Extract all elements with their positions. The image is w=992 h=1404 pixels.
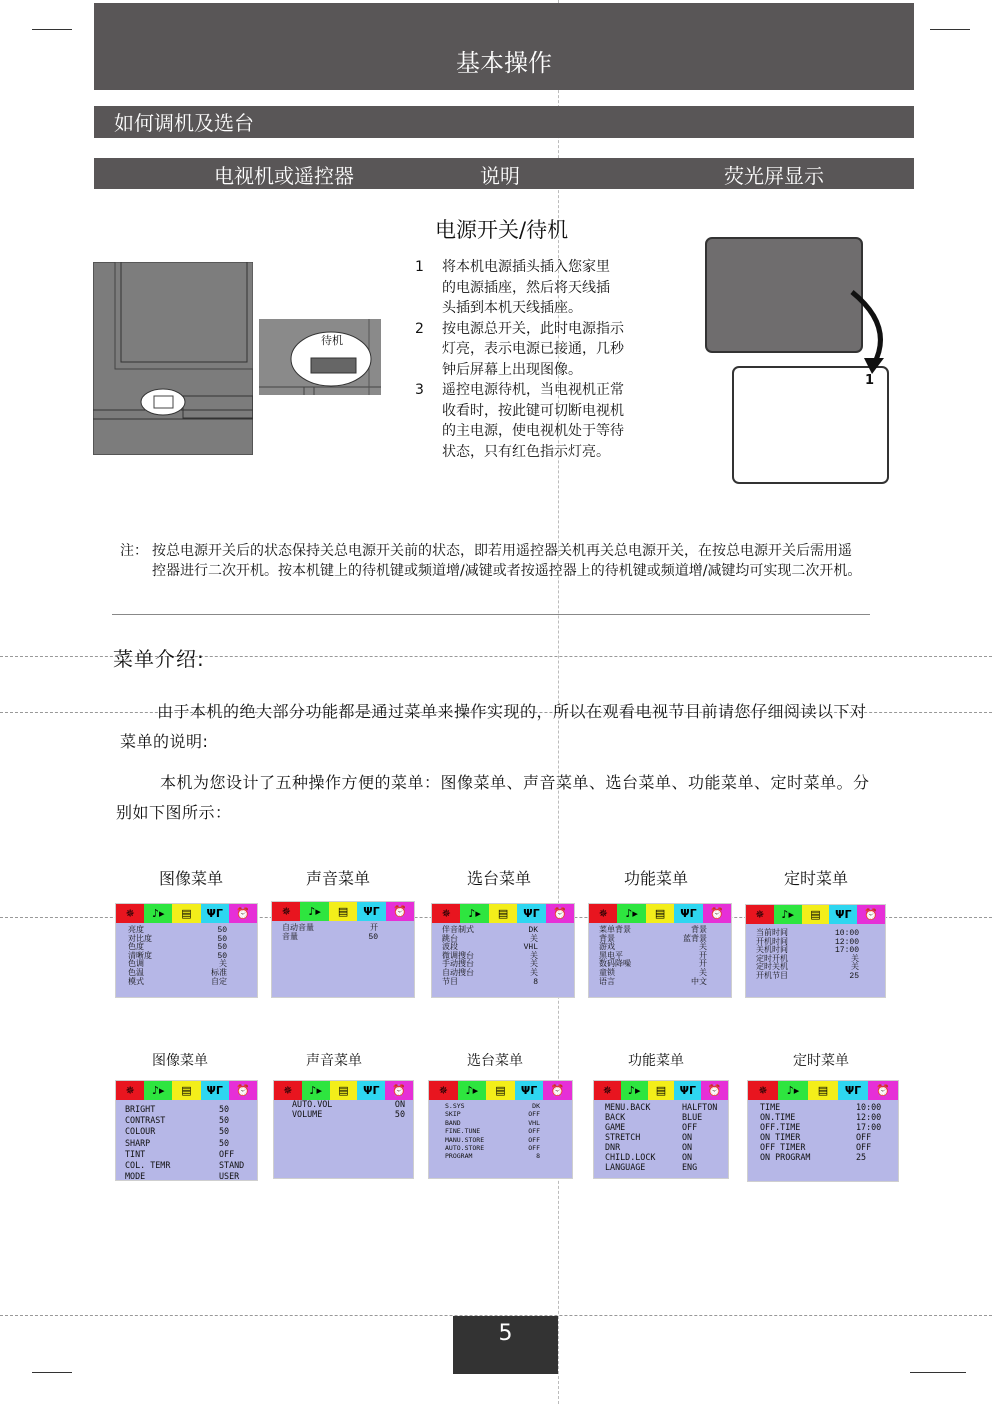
menu-row: [125, 1126, 249, 1137]
menu-row-cell: AUTO.STORE: [445, 1144, 485, 1153]
timer-icon: ⏰: [546, 904, 574, 923]
menu-row-cell: ON TIMER: [760, 1132, 801, 1142]
menu-row-cell: 10:00: [834, 929, 859, 938]
menu-row-cell: BLUE: [682, 1112, 703, 1122]
menu-row-cell: SHARP: [125, 1137, 151, 1148]
menu-row-cell: MANU.STORE: [445, 1135, 485, 1144]
menu-row-cell: DK: [528, 926, 538, 935]
sound-icon: ♪▸: [300, 902, 328, 921]
menu-row-cell: VOLUME: [292, 1108, 323, 1119]
menu-row-cell: 关: [530, 960, 538, 970]
sound-icon: ♪▸: [302, 1081, 330, 1100]
menu-title-timer-en: 定时菜单: [793, 1053, 849, 1069]
menu-row-cell: OFF.TIME: [760, 1122, 801, 1132]
page-number: 5: [453, 1316, 558, 1374]
sound-icon: ♪▸: [774, 905, 802, 924]
menu-row-cell: PROGRAM: [445, 1152, 473, 1161]
column-header-device: 电视机或遥控器: [214, 164, 354, 188]
menu-row-cell: VHL: [528, 1118, 540, 1127]
menu-row-cell: FINE.TUNE: [445, 1127, 481, 1136]
tuning-icon: ▤: [646, 904, 674, 923]
power-standby-heading: 电源开关/待机: [435, 218, 569, 242]
menu-row-cell: 50: [368, 932, 378, 942]
menu-row-cell: 12:00: [834, 937, 859, 947]
timer-icon: ⏰: [701, 1081, 728, 1100]
menu-row: [445, 1110, 540, 1118]
step-1: 1 将本机电源插头插入您家里的电源插座，然后将天线插头插到本机天线插座。: [415, 259, 610, 316]
menu-intro-para1: 由于本机的绝大部分功能都是通过菜单来操作实现的，所以在观看电视节目前请您仔细阅读以下对菜单的说明:: [120, 702, 867, 751]
menu-row: [605, 1152, 722, 1162]
tuning-icon: ▤: [329, 902, 357, 921]
menu-row-cell: 黑电平: [599, 951, 623, 961]
column-header-bar: [94, 158, 914, 189]
menu-row-cell: 50: [217, 943, 227, 953]
sound-icon: ♪▸: [458, 1081, 487, 1100]
menu-row-cell: DNR: [605, 1142, 621, 1152]
menu-row: [760, 1152, 886, 1162]
picture-icon: ✵: [432, 904, 460, 923]
menu-row-cell: 菜单背景: [599, 926, 631, 935]
note-label: 注：: [120, 543, 148, 559]
menu-row: [760, 1102, 886, 1112]
menu-row-cell: 清晰度: [128, 951, 152, 961]
function-icon: ΨΓ: [357, 902, 385, 921]
tuning-icon: ▤: [172, 904, 200, 923]
menu-row-cell: 中文: [691, 977, 707, 987]
tv-front-illustration: [93, 262, 253, 455]
picture-icon: ✵: [274, 1081, 302, 1100]
menu-row-cell: COL. TEMR: [125, 1160, 171, 1171]
menu-row: [760, 1112, 886, 1122]
picture-icon: ✵: [429, 1081, 458, 1100]
menu-row-cell: 定时开机: [756, 954, 788, 964]
menu-row-cell: 50: [219, 1126, 230, 1137]
menu-row-cell: 标准: [211, 968, 227, 978]
menu-row-cell: 自定: [211, 977, 227, 987]
menu-row: [125, 1171, 249, 1182]
sound-icon: ♪▸: [778, 1081, 808, 1100]
timer-icon: ⏰: [868, 1081, 898, 1100]
page-header: [94, 3, 914, 90]
note: [120, 542, 880, 581]
menu-row-cell: OFF: [528, 1135, 540, 1144]
tuning-icon: ▤: [486, 1081, 515, 1100]
sound-icon: ♪▸: [621, 1081, 648, 1100]
menu-row-cell: 开: [699, 951, 707, 961]
menu-row-cell: GAME: [605, 1122, 626, 1132]
menu-row-cell: 50: [217, 926, 227, 935]
menu-row-cell: 50: [217, 934, 227, 944]
sound-icon: ♪▸: [460, 904, 488, 923]
menu-row-cell: 游戏: [599, 943, 615, 953]
menu-row-cell: 50: [217, 951, 227, 961]
menu-row: [599, 979, 707, 988]
function-icon: ΨΓ: [515, 1081, 544, 1100]
menu-row-cell: TIME: [760, 1102, 781, 1112]
menu-row-cell: 音量: [282, 932, 298, 942]
menu-row-cell: OFF: [528, 1127, 540, 1136]
picture-icon: ✵: [116, 904, 144, 923]
power-steps: [415, 257, 645, 462]
menu-row-cell: CHILD.LOCK: [605, 1152, 656, 1162]
menu-icon-row: [116, 904, 257, 923]
menu-row: [605, 1102, 722, 1112]
menu-title-timer-cn: 定时菜单: [783, 869, 848, 888]
standby-button-closeup: [259, 319, 381, 395]
menu-row-cell: 开机时间: [756, 937, 788, 947]
menu-function-en: [593, 1080, 729, 1179]
menu-row: [605, 1162, 722, 1172]
menu-row-cell: USER: [219, 1171, 240, 1182]
menu-row-cell: ON: [682, 1132, 693, 1142]
tuning-icon: ▤: [648, 1081, 675, 1100]
menu-row-cell: ON: [682, 1142, 693, 1152]
menu-row-cell: 25: [856, 1152, 867, 1162]
menu-row: [760, 1122, 886, 1132]
menu-row-cell: TINT: [125, 1148, 146, 1159]
menu-row-cell: OFF: [528, 1110, 540, 1119]
menu-row: [760, 1132, 886, 1142]
menu-row-cell: 8: [536, 1152, 540, 1161]
menu-row-cell: 语言: [599, 977, 615, 987]
picture-icon: ✵: [746, 905, 774, 924]
menu-row: [445, 1136, 540, 1144]
menu-row: [125, 1138, 249, 1149]
menu-row-cell: 50: [394, 1108, 405, 1119]
menu-row: [605, 1112, 722, 1122]
menu-row: [125, 1115, 249, 1126]
note-text: 按总电源开关后的状态保持关总电源开关前的状态，即若用遥控器关机再关总电源开关，在按总电源开关后需用遥控器进行二次开机。按本机键上的待机键或频道增/减键或者按遥控器上的待机键或频道增/减键均可实现二次开机。: [152, 543, 862, 579]
timer-icon: ⏰: [703, 904, 731, 923]
menu-row-cell: OFF: [219, 1148, 235, 1159]
menu-row-cell: 50: [219, 1115, 230, 1126]
sound-icon: ♪▸: [144, 1081, 172, 1100]
menu-row-cell: CONTRAST: [125, 1115, 166, 1126]
menu-intro-para2: 本机为您设计了五种操作方便的菜单：图像菜单、声音菜单、选台菜单、功能菜单、定时菜单。分别如下图所示：: [116, 773, 870, 822]
menu-row: [756, 973, 859, 982]
menu-sound-cn: [271, 901, 415, 998]
menu-row-cell: ON: [394, 1099, 405, 1109]
menu-row-cell: BAND: [445, 1118, 461, 1127]
menu-row-cell: 10:00: [856, 1102, 882, 1112]
menu-row-cell: 关: [219, 960, 227, 970]
menu-row-cell: 开机节目: [756, 971, 788, 981]
menu-row-cell: 关: [530, 968, 538, 978]
tuning-icon: ▤: [802, 905, 830, 924]
menu-row-cell: 背景: [599, 934, 615, 944]
function-icon: ΨΓ: [357, 1081, 385, 1100]
menu-row-cell: 25: [849, 971, 859, 981]
menu-title-picture-en: 图像菜单: [152, 1053, 208, 1069]
picture-icon: ✵: [272, 902, 300, 921]
menu-row-cell: 当前时间: [756, 929, 788, 938]
function-icon: ΨΓ: [838, 1081, 868, 1100]
menu-row-cell: 模式: [128, 977, 144, 987]
menu-row-cell: 17:00: [856, 1122, 882, 1132]
menu-row-cell: ON.TIME: [760, 1112, 796, 1122]
column-header-screen: 荧光屏显示: [724, 164, 824, 188]
menu-row-cell: 节目: [442, 977, 458, 987]
menu-row: [599, 961, 707, 970]
function-icon: ΨΓ: [201, 1081, 229, 1100]
menu-row-cell: OFF: [856, 1132, 872, 1142]
function-icon: ΨΓ: [674, 904, 702, 923]
menu-row-cell: STRETCH: [605, 1132, 641, 1142]
menu-row: [445, 1152, 540, 1160]
menu-row-cell: 关机时间: [756, 946, 788, 956]
menu-row-cell: 色度: [128, 943, 144, 953]
menu-row-cell: 对比度: [128, 934, 152, 944]
menu-row-cell: 伴音制式: [442, 926, 474, 935]
menu-row-cell: 17:00: [834, 946, 859, 956]
timer-icon: ⏰: [229, 1081, 257, 1100]
picture-icon: ✵: [594, 1081, 621, 1100]
menu-row: [442, 979, 538, 988]
menu-row: [125, 1104, 249, 1115]
function-icon: ΨΓ: [201, 904, 229, 923]
function-icon: ΨΓ: [674, 1081, 701, 1100]
screen-display-illustration: [704, 236, 890, 486]
sound-icon: ♪▸: [617, 904, 645, 923]
menu-row-cell: 蓝背景: [683, 934, 707, 944]
menu-row-cell: COLOUR: [125, 1126, 156, 1137]
sound-icon: ♪▸: [144, 904, 172, 923]
menu-row-cell: 自动搜台: [442, 968, 474, 978]
menu-row-cell: MODE: [125, 1171, 146, 1182]
menu-function-cn: [588, 903, 732, 998]
screen-channel-number: 1: [865, 373, 875, 388]
page-title: 基本操作: [456, 49, 552, 77]
menu-picture-cn: [115, 903, 258, 998]
timer-icon: ⏰: [385, 1081, 413, 1100]
tuning-icon: ▤: [489, 904, 517, 923]
timer-icon: ⏰: [386, 902, 414, 921]
menu-row-cell: 自动音量: [282, 924, 314, 933]
menu-row-cell: 数码降噪: [599, 960, 631, 970]
standby-label: 待机: [321, 334, 343, 347]
menu-title-picture-cn: 图像菜单: [158, 869, 223, 888]
menu-row: [445, 1102, 540, 1110]
menu-row: [125, 1160, 249, 1171]
menu-row: [599, 936, 707, 945]
column-header-description: 说明: [480, 164, 520, 188]
menu-row-cell: MENU.BACK: [605, 1102, 651, 1112]
menu-row-cell: HALFTON: [682, 1102, 718, 1112]
tuning-icon: ▤: [330, 1081, 358, 1100]
menu-picture-en: [115, 1080, 258, 1181]
function-icon: ΨΓ: [517, 904, 545, 923]
menu-row-cell: 关: [851, 963, 859, 973]
menu-row-cell: 关: [530, 951, 538, 961]
menu-row: [445, 1119, 540, 1127]
menu-row-cell: ON: [682, 1152, 693, 1162]
menu-row-cell: 50: [219, 1137, 230, 1148]
menu-tuning-en: [428, 1080, 573, 1179]
picture-icon: ✵: [748, 1081, 778, 1100]
menu-row: [282, 934, 378, 943]
menu-row: [605, 1122, 722, 1132]
menu-row: [292, 1110, 405, 1120]
menu-title-sound-cn: 声音菜单: [305, 869, 370, 888]
section-heading: 如何调机及选台: [94, 106, 914, 138]
menu-row-cell: BACK: [605, 1112, 626, 1122]
picture-icon: ✵: [589, 904, 617, 923]
timer-icon: ⏰: [543, 1081, 572, 1100]
menu-row-cell: 背景: [691, 926, 707, 935]
menu-row-cell: OFF: [528, 1144, 540, 1153]
menu-timer-cn: [745, 904, 886, 998]
menu-sound-en: [273, 1080, 414, 1179]
timer-icon: ⏰: [229, 904, 257, 923]
menu-tuning-cn: [431, 903, 575, 998]
tuning-icon: ▤: [808, 1081, 838, 1100]
menu-row-cell: OFF: [856, 1142, 872, 1152]
menu-row-cell: 关: [530, 934, 538, 944]
menu-row-cell: 开: [370, 924, 378, 933]
menu-row-cell: 手动搜台: [442, 960, 474, 970]
menu-row-cell: DK: [532, 1102, 540, 1110]
menu-row-cell: 关: [699, 968, 707, 978]
menu-row-cell: ENG: [682, 1162, 698, 1172]
menu-row-cell: STAND: [219, 1160, 245, 1171]
menu-row-cell: BRIGHT: [125, 1104, 156, 1114]
menu-title-tuning-en: 选台菜单: [467, 1053, 523, 1069]
menu-row-cell: 开: [699, 960, 707, 970]
menu-row-cell: SKIP: [445, 1110, 461, 1119]
menu-title-tuning-cn: 选台菜单: [466, 869, 531, 888]
divider: [112, 614, 870, 615]
menu-row-cell: 微调搜台: [442, 951, 474, 961]
menu-row-cell: OFF: [682, 1122, 698, 1132]
menu-row: [760, 1142, 886, 1152]
menu-title-function-cn: 功能菜单: [623, 869, 688, 888]
picture-icon: ✵: [116, 1081, 144, 1100]
menu-row-cell: 跳台: [442, 934, 458, 944]
menu-row-cell: OFF TIMER: [760, 1142, 806, 1152]
menu-row-cell: S.SYS: [445, 1102, 465, 1110]
menu-row-cell: ON PROGRAM: [760, 1152, 811, 1162]
menu-row-cell: 关: [699, 943, 707, 953]
menu-row-cell: 波段: [442, 943, 458, 953]
menu-row: [445, 1127, 540, 1135]
step-2: 2 按电源总开关，此时电源指示灯亮，表示电源已接通，几秒钟后屏幕上出现图像。: [415, 320, 624, 378]
menu-row-cell: 色温: [128, 968, 144, 978]
menu-title-sound-en: 声音菜单: [306, 1053, 362, 1069]
menu-row: [605, 1142, 722, 1152]
menu-row-cell: 关: [851, 954, 859, 964]
timer-icon: ⏰: [857, 905, 885, 924]
menu-row-cell: AUTO.VOL: [292, 1099, 333, 1109]
function-icon: ΨΓ: [829, 905, 857, 924]
menu-row-cell: 童锁: [599, 968, 615, 978]
menu-row-cell: 定时关机: [756, 963, 788, 973]
tuning-icon: ▤: [172, 1081, 200, 1100]
menu-title-function-en: 功能菜单: [628, 1053, 684, 1069]
menu-row: [128, 979, 227, 988]
menu-row: [125, 1149, 249, 1160]
menu-row-cell: VHL: [523, 943, 538, 953]
menu-row-cell: 50: [219, 1104, 230, 1114]
menu-row: [605, 1132, 722, 1142]
menu-row-cell: 8: [533, 977, 538, 987]
menu-timer-en: [747, 1080, 899, 1182]
menu-row-cell: 亮度: [128, 926, 144, 935]
step-3: 3 遥控电源待机，当电视机正常收看时，按此键可切断电视机的主电源，使电视机处于等待状态，只有红色指示灯亮。: [415, 382, 624, 460]
menu-row-cell: LANGUAGE: [605, 1162, 646, 1172]
menu-row-cell: 12:00: [856, 1112, 882, 1122]
menu-row: [445, 1144, 540, 1152]
menu-intro-title: 菜单介绍:: [113, 647, 205, 671]
menu-row-cell: 色调: [128, 960, 144, 970]
